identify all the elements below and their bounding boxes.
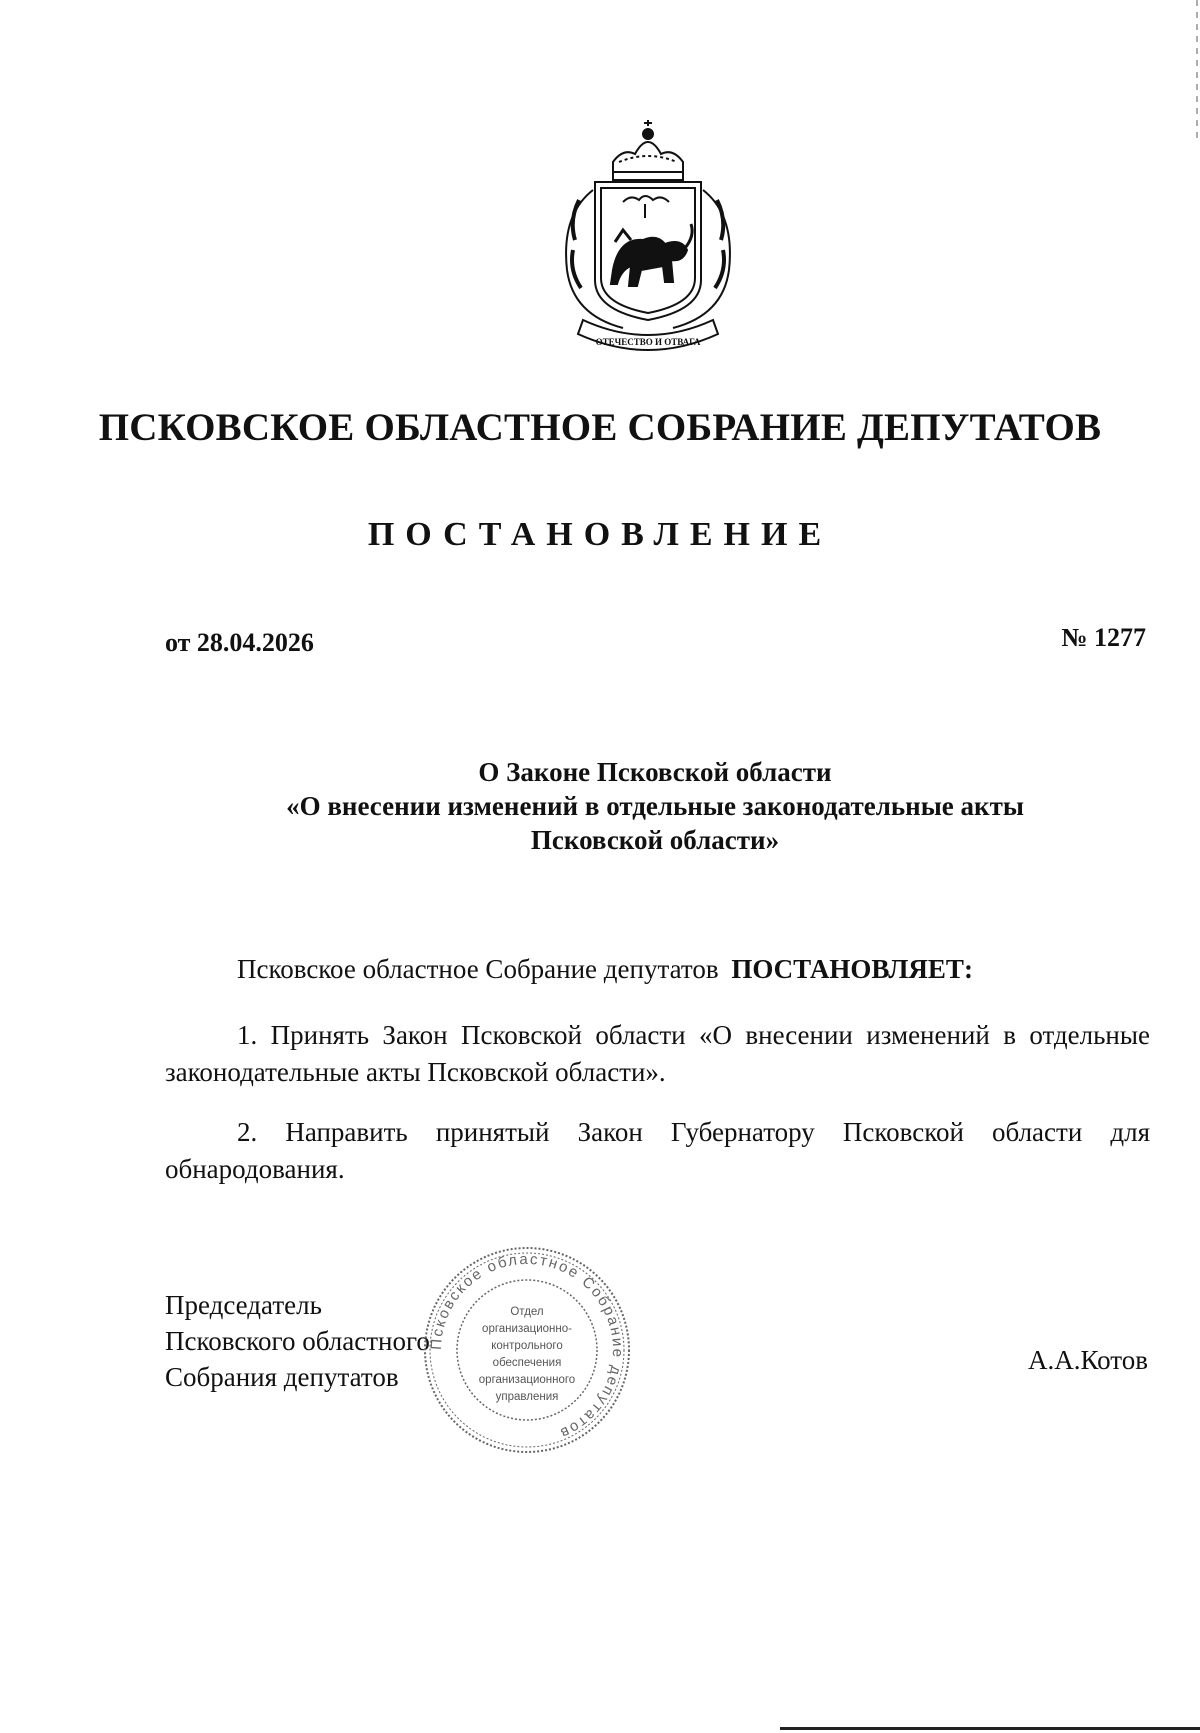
resolution-item-2: 2. Направить принятый Закон Губернатору Псковской области для обнародования. bbox=[165, 1117, 1150, 1184]
emblem-ribbon-text: ОТЕЧЕСТВО И ОТВАГА bbox=[595, 337, 701, 347]
official-stamp-icon bbox=[420, 1243, 635, 1458]
signatory-line-3: Собрания депутатов bbox=[165, 1362, 399, 1392]
title-line-1: О Законе Псковской области bbox=[478, 757, 832, 787]
document-number: № 1277 bbox=[1061, 623, 1146, 652]
signatory-name: А.А.Котов bbox=[1028, 1345, 1148, 1375]
organization-title: ПСКОВСКОЕ ОБЛАСТНОЕ СОБРАНИЕ ДЕПУТАТОВ bbox=[98, 406, 1102, 449]
signatory-line-2: Псковского областного bbox=[165, 1326, 430, 1356]
resolution-item-1: 1. Принять Закон Псковской области «О внесении изменений в отдельные законодательные акты Псковской области». bbox=[165, 1020, 1150, 1087]
stamp-line-3: контрольного bbox=[491, 1340, 563, 1352]
title-line-3: Псковской области» bbox=[530, 825, 780, 855]
title-line-2: «О внесении изменений в отдельные законодательные акты bbox=[286, 791, 1024, 821]
stamp-line-6: управления bbox=[495, 1391, 559, 1403]
stamp-line-1: Отдел bbox=[510, 1306, 544, 1318]
stamp-line-5: организационного bbox=[478, 1374, 576, 1386]
stamp-line-2: организационно- bbox=[482, 1323, 572, 1335]
resolution-intro bbox=[165, 951, 1200, 988]
document-type: ПОСТАНОВЛЕНИЕ bbox=[367, 516, 833, 553]
document-date: от 28.04.2026 bbox=[165, 628, 314, 657]
intro-text: Псковское областное Собрание депутатов bbox=[237, 954, 719, 984]
document-title bbox=[165, 755, 1145, 857]
signatory-position bbox=[165, 1287, 430, 1395]
bottom-rule bbox=[780, 1727, 1200, 1730]
stamp-line-4: обеспечения bbox=[492, 1357, 562, 1369]
coat-of-arms-icon bbox=[553, 120, 743, 370]
intro-verb: ПОСТАНОВЛЯЕТ: bbox=[731, 954, 973, 984]
signatory-line-1: Председатель bbox=[165, 1290, 322, 1320]
scan-edge-mark bbox=[1196, 0, 1198, 140]
stamp-outer-text: Псковское областное Собрание депутатов bbox=[427, 1250, 627, 1443]
